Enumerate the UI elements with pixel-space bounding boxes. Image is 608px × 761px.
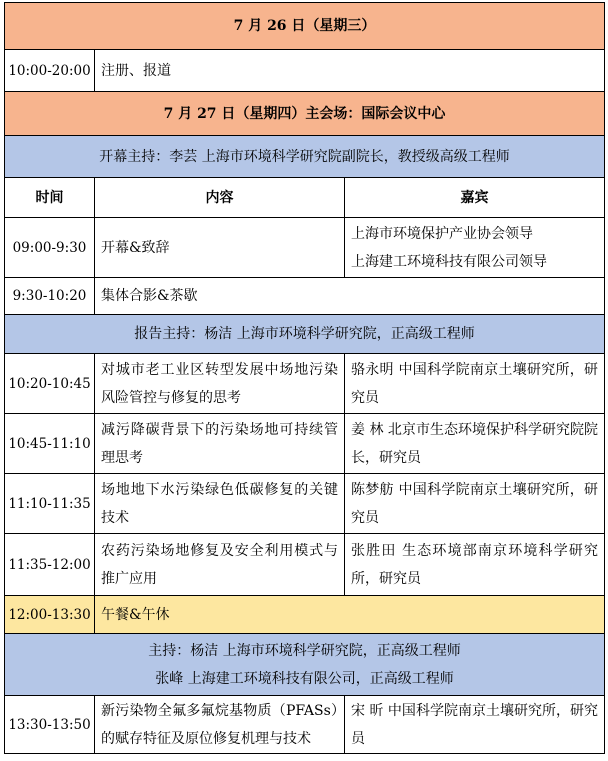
host-line: 张峰 上海建工环境科技有限公司，正高级工程师 — [155, 670, 454, 687]
guest-line: 上海市环境保护产业协会领导 — [351, 225, 533, 242]
session-time: 09:00-9:30 — [5, 218, 95, 278]
session-content: 集体合影&茶歇 — [95, 278, 605, 315]
report-topic: 新污染物全氟多氟烷基物质（PFASs）的赋存特征及原位修复机理与技术 — [95, 696, 345, 754]
day1-header: 7 月 26 日（星期三） — [5, 3, 605, 50]
registration-content: 注册、报道 — [95, 50, 605, 92]
table-row — [5, 218, 605, 278]
session-guest — [345, 218, 605, 278]
column-content: 内容 — [95, 178, 345, 218]
opening-host: 开幕主持：李芸 上海市环境科学研究院副院长，教授级高级工程师 — [5, 136, 605, 178]
report-speaker: 宋 昕 中国科学院南京土壤研究所，研究员 — [345, 696, 605, 754]
report-speaker: 姜 林 北京市生态环境保护科学研究院院长，研究员 — [345, 414, 605, 474]
session-time: 9:30-10:20 — [5, 278, 95, 315]
registration-row — [5, 50, 605, 92]
schedule-table — [4, 2, 605, 754]
table-row — [5, 414, 605, 474]
column-guest: 嘉宾 — [345, 178, 605, 218]
guest-line: 上海建工环境科技有限公司领导 — [351, 253, 547, 270]
schedule — [4, 2, 604, 754]
day2-header: 7 月 27 日（星期四）主会场：国际会议中心 — [5, 92, 605, 136]
table-row — [5, 354, 605, 414]
report-time: 10:45-11:10 — [5, 414, 95, 474]
table-row — [5, 474, 605, 534]
afternoon-host — [5, 634, 605, 696]
table-row — [5, 278, 605, 315]
report-host: 报告主持：杨洁 上海市环境科学研究院，正高级工程师 — [5, 315, 605, 354]
report-time: 11:10-11:35 — [5, 474, 95, 534]
host-line: 主持：杨洁 上海市环境科学研究院，正高级工程师 — [148, 642, 461, 659]
day1-header-row — [5, 3, 605, 50]
report-time: 11:35-12:00 — [5, 534, 95, 596]
report-host-row — [5, 315, 605, 354]
report-topic: 农药污染场地修复及安全利用模式与推广应用 — [95, 534, 345, 596]
lunch-row — [5, 596, 605, 634]
column-header-row — [5, 178, 605, 218]
report-speaker: 骆永明 中国科学院南京土壤研究所，研究员 — [345, 354, 605, 414]
report-time: 10:20-10:45 — [5, 354, 95, 414]
opening-host-row — [5, 136, 605, 178]
table-row — [5, 696, 605, 754]
report-speaker: 张胜田 生态环境部南京环境科学研究所，研究员 — [345, 534, 605, 596]
report-speaker: 陈梦舫 中国科学院南京土壤研究所，研究员 — [345, 474, 605, 534]
table-row — [5, 534, 605, 596]
lunch-time: 12:00-13:30 — [5, 596, 95, 634]
day2-header-row — [5, 92, 605, 136]
registration-time: 10:00-20:00 — [5, 50, 95, 92]
column-time: 时间 — [5, 178, 95, 218]
report-time: 13:30-13:50 — [5, 696, 95, 754]
session-content: 开幕&致辞 — [95, 218, 345, 278]
report-topic: 减污降碳背景下的污染场地可持续管理思考 — [95, 414, 345, 474]
report-topic: 对城市老工业区转型发展中场地污染风险管控与修复的思考 — [95, 354, 345, 414]
afternoon-host-row — [5, 634, 605, 696]
report-topic: 场地地下水污染绿色低碳修复的关键技术 — [95, 474, 345, 534]
lunch-content: 午餐&午休 — [95, 596, 605, 634]
